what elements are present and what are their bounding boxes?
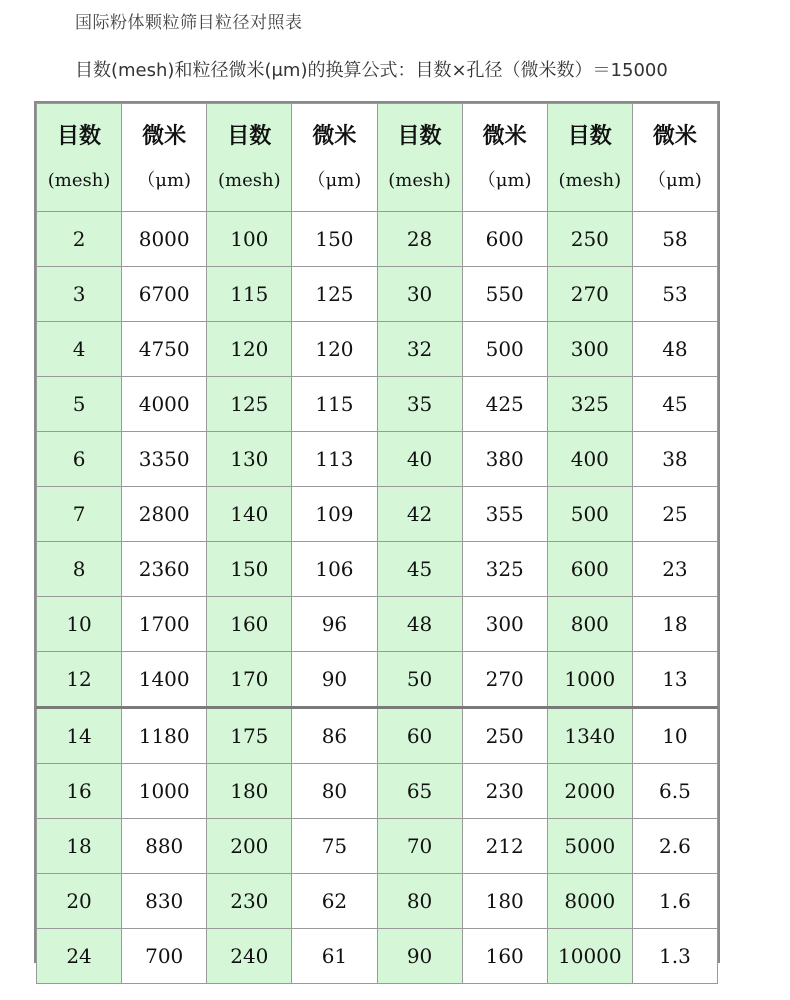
micron-value-cell: 1180 xyxy=(122,708,207,764)
table-row xyxy=(37,652,718,708)
table-row xyxy=(37,377,718,432)
mesh-value-cell: 130 xyxy=(207,432,292,487)
micron-value-cell: 230 xyxy=(462,764,547,819)
mesh-value-cell: 325 xyxy=(547,377,632,432)
micron-value-cell: 212 xyxy=(462,819,547,874)
micron-value-cell: 160 xyxy=(462,929,547,984)
micron-value-cell: 125 xyxy=(292,267,377,322)
mesh-value-cell: 14 xyxy=(37,708,122,764)
micron-value-cell: 2800 xyxy=(122,487,207,542)
micron-value-cell: 113 xyxy=(292,432,377,487)
header-label: 微米 xyxy=(312,123,357,149)
header-label: 目数 xyxy=(567,123,612,149)
micron-value-cell: 500 xyxy=(462,322,547,377)
mesh-value-cell: 5 xyxy=(37,377,122,432)
micron-value-cell: 75 xyxy=(292,819,377,874)
micron-value-cell: 1700 xyxy=(122,597,207,652)
mesh-value-cell: 115 xyxy=(207,267,292,322)
mesh-value-cell: 8 xyxy=(37,542,122,597)
header-cell-micron xyxy=(632,104,717,212)
mesh-value-cell: 24 xyxy=(37,929,122,984)
header-unit: (mesh) xyxy=(47,169,111,191)
micron-value-cell: 325 xyxy=(462,542,547,597)
micron-value-cell: 1000 xyxy=(122,764,207,819)
mesh-value-cell: 140 xyxy=(207,487,292,542)
mesh-value-cell: 8000 xyxy=(547,874,632,929)
header-unit: (mesh) xyxy=(388,169,451,191)
mesh-value-cell: 20 xyxy=(37,874,122,929)
mesh-micron-table-container xyxy=(34,101,720,968)
mesh-value-cell: 120 xyxy=(207,322,292,377)
micron-value-cell: 115 xyxy=(292,377,377,432)
header-label: 目数 xyxy=(57,123,102,149)
micron-value-cell: 23 xyxy=(632,542,717,597)
table-header-row xyxy=(37,104,718,212)
micron-value-cell: 150 xyxy=(292,212,377,267)
mesh-value-cell: 160 xyxy=(207,597,292,652)
micron-value-cell: 8000 xyxy=(122,212,207,267)
micron-value-cell: 380 xyxy=(462,432,547,487)
table-row xyxy=(37,764,718,819)
mesh-value-cell: 600 xyxy=(547,542,632,597)
micron-value-cell: 4750 xyxy=(122,322,207,377)
mesh-value-cell: 500 xyxy=(547,487,632,542)
table-row xyxy=(37,874,718,929)
mesh-value-cell: 2 xyxy=(37,212,122,267)
mesh-value-cell: 175 xyxy=(207,708,292,764)
micron-value-cell: 61 xyxy=(292,929,377,984)
header-unit: (mesh) xyxy=(558,169,622,191)
micron-value-cell: 25 xyxy=(632,487,717,542)
mesh-value-cell: 60 xyxy=(377,708,462,764)
mesh-value-cell: 270 xyxy=(547,267,632,322)
mesh-value-cell: 250 xyxy=(547,212,632,267)
micron-value-cell: 45 xyxy=(632,377,717,432)
mesh-value-cell: 240 xyxy=(207,929,292,984)
micron-value-cell: 38 xyxy=(632,432,717,487)
table-row xyxy=(37,597,718,652)
micron-value-cell: 880 xyxy=(122,819,207,874)
micron-value-cell: 53 xyxy=(632,267,717,322)
mesh-value-cell: 400 xyxy=(547,432,632,487)
mesh-value-cell: 170 xyxy=(207,652,292,708)
mesh-value-cell: 28 xyxy=(377,212,462,267)
micron-value-cell: 10 xyxy=(632,708,717,764)
mesh-value-cell: 45 xyxy=(377,542,462,597)
mesh-value-cell: 30 xyxy=(377,267,462,322)
micron-value-cell: 2.6 xyxy=(632,819,717,874)
header-cell-mesh xyxy=(377,104,462,212)
table-row xyxy=(37,212,718,267)
mesh-value-cell: 125 xyxy=(207,377,292,432)
table-row xyxy=(37,432,718,487)
micron-value-cell: 550 xyxy=(462,267,547,322)
header-cell-mesh xyxy=(207,104,292,212)
header-unit: （μm) xyxy=(307,169,362,191)
header-label: 微米 xyxy=(482,123,527,149)
micron-value-cell: 6.5 xyxy=(632,764,717,819)
mesh-value-cell: 200 xyxy=(207,819,292,874)
mesh-value-cell: 10 xyxy=(37,597,122,652)
header-label: 微米 xyxy=(142,123,187,149)
mesh-micron-table xyxy=(36,103,718,984)
header-unit: （μm) xyxy=(137,169,192,191)
mesh-value-cell: 18 xyxy=(37,819,122,874)
mesh-value-cell: 65 xyxy=(377,764,462,819)
table-row xyxy=(37,929,718,984)
micron-value-cell: 3350 xyxy=(122,432,207,487)
mesh-value-cell: 4 xyxy=(37,322,122,377)
micron-value-cell: 109 xyxy=(292,487,377,542)
table-row xyxy=(37,708,718,764)
micron-value-cell: 13 xyxy=(632,652,717,708)
mesh-value-cell: 300 xyxy=(547,322,632,377)
micron-value-cell: 300 xyxy=(462,597,547,652)
table-row xyxy=(37,819,718,874)
header-cell-micron xyxy=(462,104,547,212)
micron-value-cell: 80 xyxy=(292,764,377,819)
header-cell-micron xyxy=(292,104,377,212)
header-label: 目数 xyxy=(397,123,442,149)
mesh-value-cell: 40 xyxy=(377,432,462,487)
micron-value-cell: 250 xyxy=(462,708,547,764)
mesh-value-cell: 42 xyxy=(377,487,462,542)
micron-value-cell: 58 xyxy=(632,212,717,267)
mesh-value-cell: 16 xyxy=(37,764,122,819)
table-row xyxy=(37,542,718,597)
header-unit: （μm) xyxy=(648,169,702,191)
micron-value-cell: 48 xyxy=(632,322,717,377)
header-unit: (mesh) xyxy=(218,169,281,191)
table-row xyxy=(37,322,718,377)
micron-value-cell: 1400 xyxy=(122,652,207,708)
mesh-value-cell: 12 xyxy=(37,652,122,708)
mesh-value-cell: 1000 xyxy=(547,652,632,708)
micron-value-cell: 18 xyxy=(632,597,717,652)
mesh-value-cell: 5000 xyxy=(547,819,632,874)
micron-value-cell: 2360 xyxy=(122,542,207,597)
mesh-value-cell: 100 xyxy=(207,212,292,267)
micron-value-cell: 425 xyxy=(462,377,547,432)
header-cell-mesh xyxy=(37,104,122,212)
micron-value-cell: 1.6 xyxy=(632,874,717,929)
micron-value-cell: 600 xyxy=(462,212,547,267)
micron-value-cell: 830 xyxy=(122,874,207,929)
mesh-value-cell: 90 xyxy=(377,929,462,984)
mesh-value-cell: 3 xyxy=(37,267,122,322)
header-cell-micron xyxy=(122,104,207,212)
mesh-value-cell: 50 xyxy=(377,652,462,708)
micron-value-cell: 1.3 xyxy=(632,929,717,984)
micron-value-cell: 90 xyxy=(292,652,377,708)
header-label: 目数 xyxy=(227,123,272,149)
micron-value-cell: 96 xyxy=(292,597,377,652)
mesh-value-cell: 180 xyxy=(207,764,292,819)
mesh-value-cell: 80 xyxy=(377,874,462,929)
mesh-value-cell: 2000 xyxy=(547,764,632,819)
micron-value-cell: 180 xyxy=(462,874,547,929)
micron-value-cell: 270 xyxy=(462,652,547,708)
header-cell-mesh xyxy=(547,104,632,212)
micron-value-cell: 86 xyxy=(292,708,377,764)
micron-value-cell: 700 xyxy=(122,929,207,984)
mesh-value-cell: 1340 xyxy=(547,708,632,764)
table-row xyxy=(37,267,718,322)
mesh-value-cell: 70 xyxy=(377,819,462,874)
conversion-formula: 目数(mesh)和粒径微米(μm)的换算公式：目数×孔径（微米数）＝15000 xyxy=(75,60,668,81)
mesh-value-cell: 48 xyxy=(377,597,462,652)
page-title: 国际粉体颗粒筛目粒径对照表 xyxy=(75,13,303,33)
micron-value-cell: 355 xyxy=(462,487,547,542)
mesh-value-cell: 230 xyxy=(207,874,292,929)
header-unit: （μm) xyxy=(477,169,532,191)
mesh-value-cell: 7 xyxy=(37,487,122,542)
micron-value-cell: 6700 xyxy=(122,267,207,322)
micron-value-cell: 106 xyxy=(292,542,377,597)
header-label: 微米 xyxy=(652,123,697,149)
table-row xyxy=(37,487,718,542)
mesh-value-cell: 35 xyxy=(377,377,462,432)
micron-value-cell: 120 xyxy=(292,322,377,377)
mesh-value-cell: 150 xyxy=(207,542,292,597)
mesh-value-cell: 10000 xyxy=(547,929,632,984)
micron-value-cell: 4000 xyxy=(122,377,207,432)
mesh-value-cell: 6 xyxy=(37,432,122,487)
micron-value-cell: 62 xyxy=(292,874,377,929)
mesh-value-cell: 800 xyxy=(547,597,632,652)
mesh-value-cell: 32 xyxy=(377,322,462,377)
